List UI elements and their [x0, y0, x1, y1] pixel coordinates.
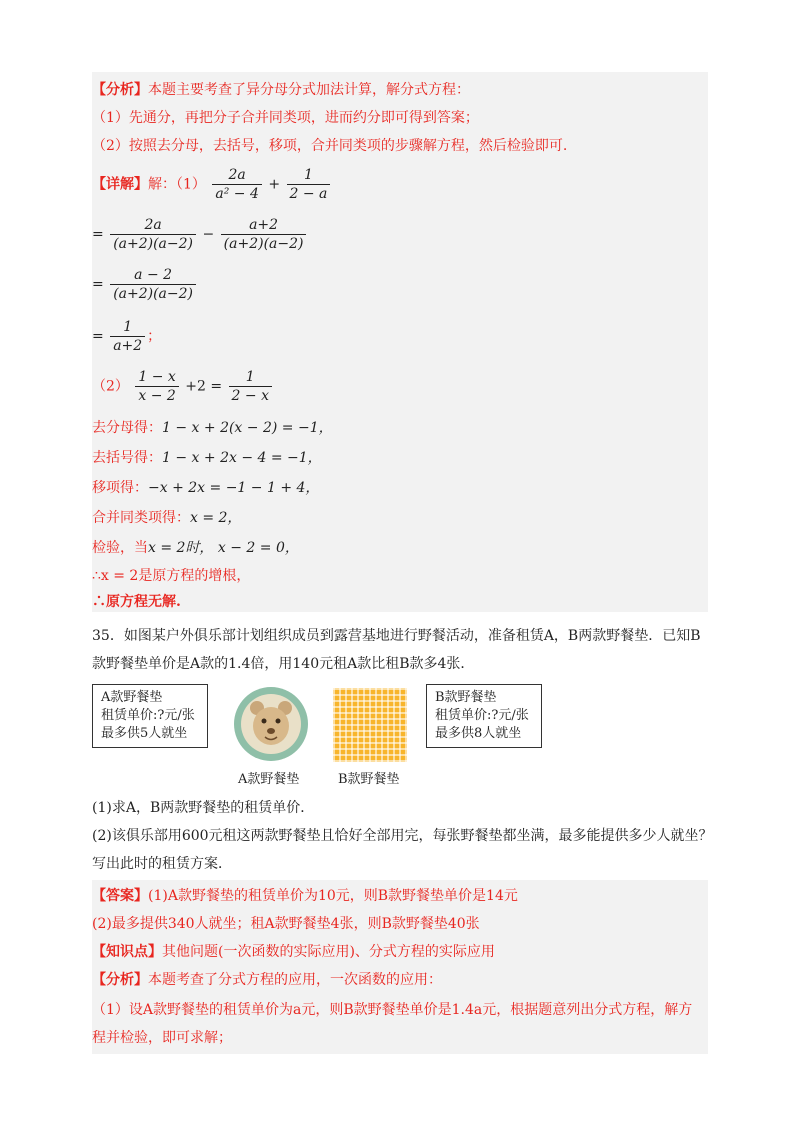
box-title: B款野餐垫 — [435, 690, 497, 705]
box-title: A款野餐垫 — [101, 690, 163, 705]
sub-question-1: (1)求A，B两款野餐垫的租赁单价． — [92, 800, 315, 816]
numerator: 2a — [228, 167, 246, 183]
part-label: （2） — [92, 378, 129, 395]
analysis-line-q35 — [92, 970, 442, 990]
denominator: (a+2)(a−2) — [110, 234, 196, 253]
analysis-text: 本题考查了分式方程的应用，一次函数的应用： — [148, 972, 442, 988]
fraction — [110, 216, 196, 253]
caption-mat-a: A款野餐垫 — [238, 772, 300, 787]
info-box-mat-b — [426, 684, 542, 748]
step-expression: −x + 2x = −1 − 1 + 4， — [148, 480, 320, 496]
caption-mat-b: B款野餐垫 — [338, 772, 400, 787]
fraction — [229, 368, 272, 405]
step-remove-denominator — [92, 418, 333, 438]
step-expression: 1 − x + 2x − 4 = −1， — [162, 450, 322, 466]
numerator: 1 — [123, 319, 133, 335]
step-label: 移项得： — [92, 480, 148, 496]
analysis-p1-line-2: 程并检验，即可求解； — [92, 1030, 232, 1046]
box-capacity: 最多供8人就坐 — [435, 726, 522, 741]
equals-sign: = — [92, 226, 104, 243]
denominator: a+2 — [110, 336, 145, 355]
question-35-stem-line-1: 35．如图某户外俱乐部计划组织成员到露营基地进行野餐活动，准备租赁A，B两款野餐垫．已知B — [92, 628, 701, 644]
step-conclusion: ∴原方程无解. — [92, 594, 181, 610]
numerator: a+2 — [249, 217, 279, 233]
lion-icon — [233, 686, 309, 762]
denominator: 2 − a — [287, 184, 331, 203]
mat-b-plaid-image — [333, 688, 407, 762]
numerator: 2a — [144, 217, 162, 233]
box-capacity: 最多供5人就坐 — [101, 726, 188, 741]
denominator: (a+2)(a−2) — [221, 234, 307, 253]
step-label: 检验，当 — [92, 540, 148, 556]
analysis-text: 本题主要考查了异分母分式加法计算，解分式方程： — [148, 82, 470, 98]
denominator: a² − 4 — [212, 184, 262, 203]
mat-a-lion-image — [233, 686, 309, 762]
step-label: 去括号得： — [92, 450, 162, 466]
operator: +2 = — [185, 378, 223, 395]
detail-line-2 — [92, 216, 308, 253]
detail-lead: 解：（1） — [148, 176, 206, 193]
info-box-mat-a — [92, 684, 208, 748]
step-label: 合并同类项得： — [92, 510, 190, 526]
numerator: 1 — [304, 167, 313, 183]
detail-line-1 — [92, 166, 332, 203]
box-price: 租赁单价:?元/张 — [435, 708, 529, 723]
detail-line-4 — [92, 318, 161, 355]
knowledge-text: 其他问题(一次函数的实际应用)、分式方程的实际应用 — [162, 944, 495, 960]
equals-sign: = — [92, 276, 104, 293]
answer-line-2: (2)最多提供340人就坐；租A款野餐垫4张，则B款野餐垫40张 — [92, 916, 480, 932]
equals-sign: = — [92, 328, 104, 345]
step-move-terms — [92, 478, 319, 498]
analysis-p1-line-1: （1）设A款野餐垫的租赁单价为a元，则B款野餐垫单价是1.4a元，根据题意列出分式方程，解方 — [92, 1002, 693, 1018]
operator: + — [268, 176, 281, 193]
numerator: 1 — [245, 369, 255, 385]
numerator: 1 − x — [138, 369, 176, 385]
part2-equation — [92, 368, 274, 405]
sub-question-2-line-2: 写出此时的租赁方案． — [92, 856, 232, 872]
fraction — [110, 318, 145, 355]
analysis-step-2: （2）按照去分母，去括号，移项，合并同类项的步骤解方程，然后检验即可. — [92, 138, 568, 154]
denominator: (a+2)(a−2) — [110, 284, 196, 303]
punctuation: ； — [147, 328, 162, 345]
step-expression: 1 − x + 2(x − 2) = −1， — [162, 420, 333, 436]
step-extraneous-root: ∴x = 2是原方程的增根， — [92, 568, 251, 584]
detail-tag: 【详解】 — [92, 176, 148, 193]
sub-question-2-line-1: (2)该俱乐部用600元租这两款野餐垫且恰好全部用完，每张野餐垫都坐满，最多能提供多少人就坐？ — [92, 828, 713, 844]
step-remove-brackets — [92, 448, 322, 468]
box-price: 租赁单价:?元/张 — [101, 708, 195, 723]
answer-tag: 【答案】 — [92, 888, 148, 904]
step-combine-terms — [92, 508, 241, 528]
denominator: x − 2 — [135, 386, 178, 405]
answer-line-1 — [92, 886, 518, 906]
knowledge-line — [92, 942, 495, 962]
fraction — [212, 166, 262, 203]
step-expression: x = 2， — [190, 510, 242, 526]
answer-text: (1)A款野餐垫的租赁单价为10元，则B款野餐垫单价是14元 — [148, 888, 518, 904]
knowledge-tag: 【知识点】 — [92, 944, 162, 960]
denominator: 2 − x — [229, 386, 272, 405]
step-condition: x = 2时， — [148, 540, 214, 556]
analysis-tag: 【分析】 — [92, 82, 148, 98]
step-check — [92, 538, 299, 558]
step-label: 去分母得： — [92, 420, 162, 436]
question-35-stem-line-2: 款野餐垫单价是A款的1.4倍，用140元租A款比租B款多4张． — [92, 656, 475, 672]
analysis-step-1: （1）先通分，再把分子合并同类项，进而约分即可得到答案； — [92, 110, 479, 126]
fraction — [221, 216, 307, 253]
fraction — [110, 266, 196, 303]
fraction — [135, 368, 178, 405]
analysis-line — [92, 80, 470, 100]
numerator: a − 2 — [134, 267, 173, 283]
operator: − — [202, 226, 215, 243]
step-expression: x − 2 = 0， — [217, 540, 299, 556]
analysis-tag: 【分析】 — [92, 972, 148, 988]
detail-line-3 — [92, 266, 198, 303]
fraction — [287, 166, 331, 203]
